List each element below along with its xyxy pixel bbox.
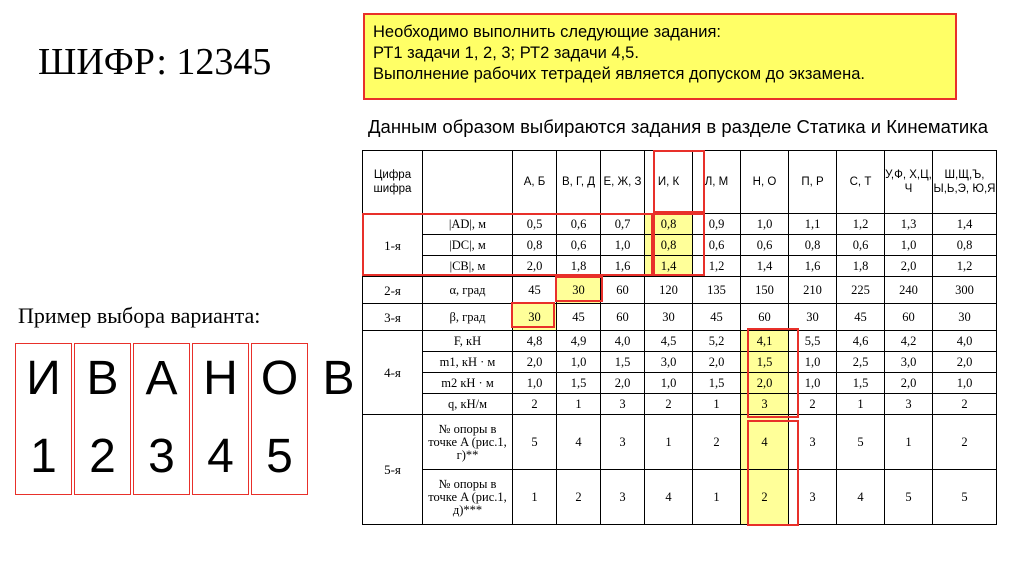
value-cell: 1,0 [789,373,837,394]
value-cell: 2,0 [885,373,933,394]
value-cell: 2,0 [513,352,557,373]
value-cell: 5 [933,470,997,525]
value-cell: 1 [837,394,885,415]
value-cell: 4,0 [601,331,645,352]
letter: О [260,352,299,405]
value-cell: 1,2 [933,256,997,277]
value-cell-selected: 30 [513,304,557,331]
col-header: И, К [645,151,693,214]
value-cell: 3 [601,470,645,525]
row-label: m1, кН · м [423,352,513,373]
row-label: F, кН [423,331,513,352]
value-cell: 1,3 [885,214,933,235]
value-cell: 30 [645,304,693,331]
value-cell: 2 [693,415,741,470]
value-cell: 3,0 [885,352,933,373]
letter: Н [203,352,238,405]
notice-line-3: Выполнение рабочих тетрадей является допуском до экзамена. [373,65,865,83]
value-cell: 0,6 [693,235,741,256]
value-cell: 1,6 [789,256,837,277]
table-row [363,373,997,394]
row-label: |DC|, м [423,235,513,256]
variant-table-wrap [362,150,997,525]
row-label: q, кН/м [423,394,513,415]
value-cell-selected: 0,8 [645,214,693,235]
table-row [363,470,997,525]
value-cell: 0,8 [513,235,557,256]
assignment-notice [363,13,957,100]
letter-digit: 1 [30,430,57,483]
value-cell-selected: 1,5 [741,352,789,373]
value-cell: 1,8 [837,256,885,277]
value-cell: 1,4 [933,214,997,235]
value-cell: 5,2 [693,331,741,352]
col-header: У,Ф, Х,Ц, Ч [885,151,933,214]
letter-digit: 5 [266,430,293,483]
value-cell: 3 [885,394,933,415]
value-cell-selected: 2,0 [741,373,789,394]
table-row [363,331,997,352]
value-cell: 225 [837,277,885,304]
value-cell: 1 [885,415,933,470]
value-cell: 30 [789,304,837,331]
letter-cell [133,343,190,495]
value-cell: 2,0 [693,352,741,373]
value-cell: 2 [557,470,601,525]
row-label: |CB|, м [423,256,513,277]
letter: В [322,352,355,405]
letter: В [86,352,119,405]
row-label: № опоры в точке A (рис.1, д)*** [423,470,513,525]
value-cell: 1 [693,470,741,525]
col-header: Ш,Щ,Ъ, Ы,Ь,Э, Ю,Я [933,151,997,214]
group-label: 2-я [363,277,423,304]
letter-digit: 4 [207,430,234,483]
value-cell: 3 [601,415,645,470]
value-cell: 5 [885,470,933,525]
letter: И [26,352,61,405]
value-cell: 1 [557,394,601,415]
row-label: m2 кН · м [423,373,513,394]
letter-digit: 2 [89,430,116,483]
value-cell: 0,6 [837,235,885,256]
value-cell: 5 [837,415,885,470]
value-cell: 3 [789,415,837,470]
value-cell: 1,0 [513,373,557,394]
value-cell-selected: 0,8 [645,235,693,256]
table-row [363,277,997,304]
value-cell: 0,8 [933,235,997,256]
value-cell: 1,0 [741,214,789,235]
surname-letters [15,343,369,495]
value-cell: 1,0 [885,235,933,256]
row-label: |AD|, м [423,214,513,235]
value-cell: 1,0 [557,352,601,373]
value-cell: 1,4 [741,256,789,277]
value-cell: 2 [645,394,693,415]
value-cell: 4,8 [513,331,557,352]
group-label: 3-я [363,304,423,331]
value-cell-selected: 3 [741,394,789,415]
value-cell: 60 [601,277,645,304]
row-label: № опоры в точке A (рис.1, г)** [423,415,513,470]
header-blank [423,151,513,214]
value-cell: 0,8 [789,235,837,256]
value-cell: 2,0 [885,256,933,277]
letter-digit: 3 [148,430,175,483]
value-cell: 2,0 [513,256,557,277]
value-cell: 45 [513,277,557,304]
value-cell: 4,9 [557,331,601,352]
value-cell: 1 [513,470,557,525]
value-cell: 1,8 [557,256,601,277]
table-row [363,214,997,235]
value-cell: 60 [741,304,789,331]
value-cell: 1,5 [557,373,601,394]
table-row [363,235,997,256]
table-row [363,256,997,277]
value-cell: 150 [741,277,789,304]
row-label: α, град [423,277,513,304]
header-digit: Цифра шифра [363,151,423,214]
value-cell: 60 [885,304,933,331]
value-cell: 0,6 [557,235,601,256]
table-row [363,304,997,331]
value-cell: 4,0 [933,331,997,352]
value-cell: 2,0 [933,352,997,373]
value-cell: 1 [645,415,693,470]
row-label: β, град [423,304,513,331]
value-cell: 1,5 [601,352,645,373]
value-cell: 1,2 [693,256,741,277]
value-cell: 4,6 [837,331,885,352]
value-cell: 1,0 [601,235,645,256]
value-cell: 2 [933,394,997,415]
col-header: П, Р [789,151,837,214]
value-cell: 4 [557,415,601,470]
value-cell: 1,5 [693,373,741,394]
letter-cell [310,343,367,495]
value-cell: 1,0 [933,373,997,394]
letter-cell [251,343,308,495]
value-cell: 2 [933,415,997,470]
value-cell: 3 [601,394,645,415]
col-header: Е, Ж, З [601,151,645,214]
value-cell: 4,2 [885,331,933,352]
col-header: В, Г, Д [557,151,601,214]
variant-table [362,150,997,525]
value-cell-selected: 2 [741,470,789,525]
value-cell: 5 [513,415,557,470]
value-cell: 210 [789,277,837,304]
value-cell: 2,5 [837,352,885,373]
value-cell: 4,5 [645,331,693,352]
value-cell: 60 [601,304,645,331]
value-cell: 0,6 [741,235,789,256]
example-label: Пример выбора варианта: [18,303,261,328]
group-label: 1-я [363,214,423,277]
notice-line-2: РТ1 задачи 1, 2, 3; РТ2 задачи 4,5. [373,44,639,62]
value-cell: 0,9 [693,214,741,235]
value-cell-selected: 1,4 [645,256,693,277]
notice-line-1: Необходимо выполнить следующие задания: [373,23,721,41]
col-header: Л, М [693,151,741,214]
value-cell: 300 [933,277,997,304]
value-cell: 2 [789,394,837,415]
value-cell: 1,5 [837,373,885,394]
table-row [363,394,997,415]
value-cell: 0,5 [513,214,557,235]
value-cell: 4 [645,470,693,525]
table-caption: Данным образом выбираются задания в разделе Статика и Кинематика [368,116,989,137]
value-cell-selected: 4,1 [741,331,789,352]
col-header: Н, О [741,151,789,214]
value-cell: 135 [693,277,741,304]
value-cell: 1,0 [645,373,693,394]
value-cell: 2,0 [601,373,645,394]
value-cell: 120 [645,277,693,304]
value-cell: 1,1 [789,214,837,235]
value-cell: 30 [933,304,997,331]
letter: А [145,352,178,405]
col-header: А, Б [513,151,557,214]
value-cell: 4 [837,470,885,525]
value-cell: 45 [693,304,741,331]
value-cell: 3,0 [645,352,693,373]
cipher-title: ШИФР: 12345 [38,41,272,83]
col-header: С, Т [837,151,885,214]
value-cell: 1,6 [601,256,645,277]
value-cell: 45 [837,304,885,331]
letter-cell [74,343,131,495]
value-cell: 1 [693,394,741,415]
value-cell: 45 [557,304,601,331]
value-cell: 2 [513,394,557,415]
value-cell-selected: 30 [557,277,601,304]
table-row [363,352,997,373]
value-cell: 0,6 [557,214,601,235]
table-row [363,415,997,470]
group-label: 5-я [363,415,423,525]
value-cell: 0,7 [601,214,645,235]
value-cell: 240 [885,277,933,304]
value-cell: 5,5 [789,331,837,352]
value-cell: 1,2 [837,214,885,235]
letter-cell [15,343,72,495]
letter-cell [192,343,249,495]
value-cell: 3 [789,470,837,525]
group-label: 4-я [363,331,423,415]
value-cell-selected: 4 [741,415,789,470]
value-cell: 1,0 [789,352,837,373]
